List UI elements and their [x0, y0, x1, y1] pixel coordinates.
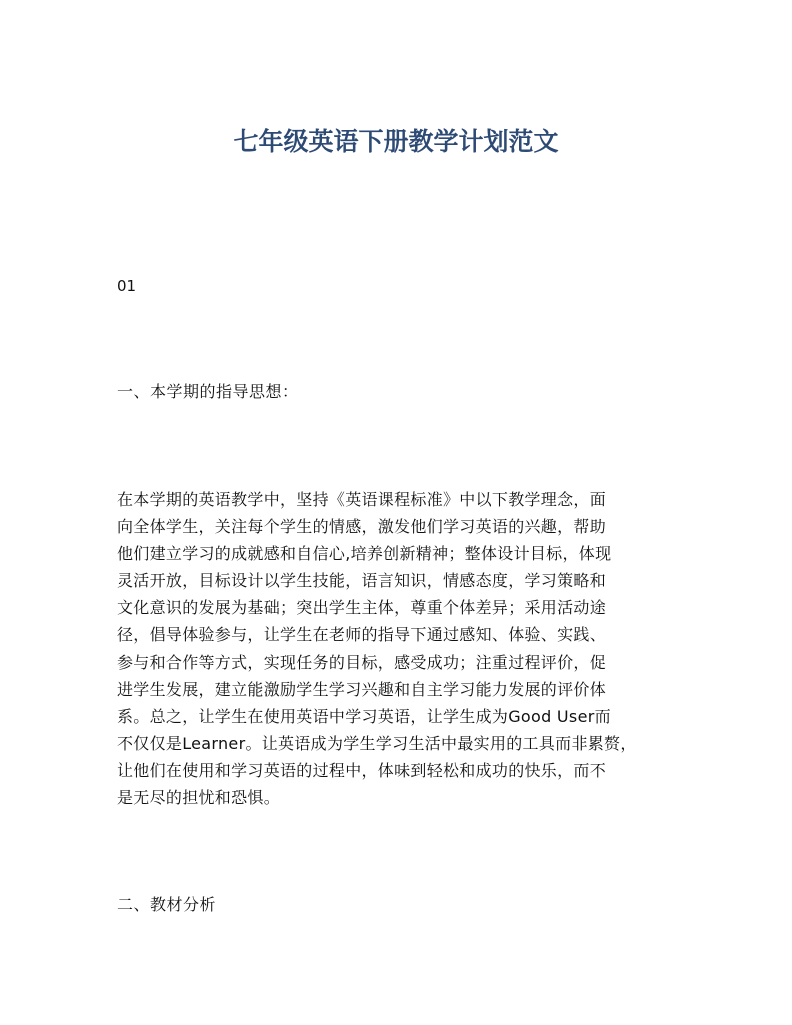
paragraph-line: 进学生发展，建立能激励学生学习兴趣和自主学习能力发展的评价体: [117, 679, 607, 699]
paragraph-line: 是无尽的担忧和恐惧。: [117, 788, 281, 808]
paragraph-line: 不仅仅是Learner。让英语成为学生学习生活中最实用的工具而非累赘，: [117, 733, 637, 753]
body-paragraph: [117, 486, 677, 811]
paragraph-line: 参与和合作等方式，实现任务的目标，感受成功；注重过程评价，促: [117, 652, 607, 672]
paragraph-line: 文化意识的发展为基础；突出学生主体，尊重个体差异；采用活动途: [117, 598, 607, 618]
paragraph-line: 在本学期的英语教学中，坚持《英语课程标准》中以下教学理念，面: [117, 490, 607, 509]
section-heading-textbook-analysis: 二、教材分析: [117, 895, 217, 914]
paragraph-line: 向全体学生，关注每个学生的情感，激发他们学习英语的兴趣，帮助: [117, 517, 607, 537]
section-number: 01: [117, 277, 137, 295]
section-heading-guiding-ideology: 一、本学期的指导思想：: [117, 382, 299, 401]
document-title: 七年级英语下册教学计划范文: [233, 127, 559, 156]
paragraph-line: 他们建立学习的成就感和自信心,培养创新精神；整体设计目标，体现: [117, 544, 612, 564]
paragraph-line: 系。总之，让学生在使用英语中学习英语，让学生成为Good User而: [117, 706, 611, 726]
paragraph-line: 让他们在使用和学习英语的过程中，体味到轻松和成功的快乐，而不: [117, 760, 607, 780]
paragraph-line: 径，倡导体验参与，让学生在老师的指导下通过感知、体验、实践、: [117, 625, 607, 645]
paragraph-line: 灵活开放，目标设计以学生技能，语言知识，情感态度，学习策略和: [117, 571, 607, 591]
